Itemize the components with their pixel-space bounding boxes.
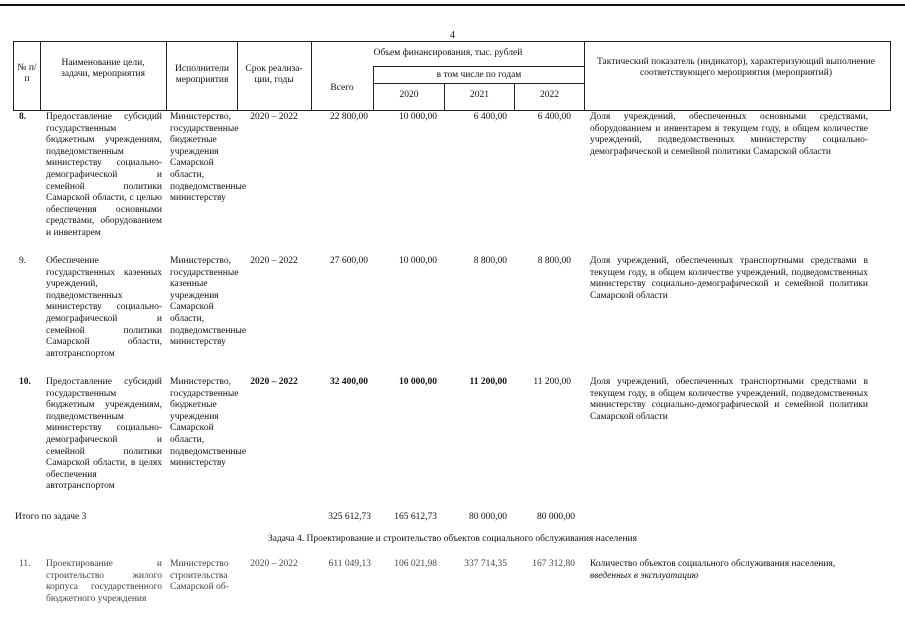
header-executors: Исполнители мероприятия xyxy=(175,64,229,85)
row-2021: 6 400,00 xyxy=(473,112,507,122)
page-number: 4 xyxy=(450,30,455,41)
row-2020: 10 000,00 xyxy=(399,377,437,387)
header-top-border xyxy=(13,41,891,42)
header-funding: Объем финансирования, тыс. рублей xyxy=(373,48,523,58)
row-name: Предоставление субсидий государственным бюджетным учреждениям, подведомственным министерству социально-демографической и семейной политики Самарской области, в целях обеспечения автотранспортом xyxy=(46,377,162,492)
row-total: 22 800,00 xyxy=(330,112,368,122)
header-by-years: в том числе по годам xyxy=(436,70,522,80)
row-2020: 10 000,00 xyxy=(399,256,437,266)
row-2020: 10 000,00 xyxy=(399,112,437,122)
subtotal-2021: 80 000,00 xyxy=(469,512,507,522)
header-year-2022: 2022 xyxy=(540,90,559,100)
row-2022: 11 200,00 xyxy=(533,377,571,387)
row-total: 32 400,00 xyxy=(330,377,368,387)
header-years-divider xyxy=(373,83,584,84)
row-number: 10. xyxy=(19,377,31,387)
col-border xyxy=(890,41,891,111)
col-border xyxy=(237,41,238,111)
row-executor: Министерство, государственные бюджетные учреждения Самарской области, подведомственные министерству xyxy=(170,377,247,469)
row-period: 2020 – 2022 xyxy=(250,256,298,266)
row-period: 2020 – 2022 xyxy=(250,377,298,387)
row-period: 2020 – 2022 xyxy=(250,112,298,122)
header-year-2020: 2020 xyxy=(399,90,419,100)
row-number: 8. xyxy=(19,112,27,122)
row-executor: Министерство, государственные бюджетные учреждения Самарской области, подведомственные министерству xyxy=(170,112,247,204)
row-name: Проектирование и строительство жилого корпуса государственного бюджетного учреждения xyxy=(46,559,162,604)
row-2022: 8 800,00 xyxy=(537,256,571,266)
header-period: Срок реализа-ции, годы xyxy=(245,64,303,85)
row-number: 11. xyxy=(19,559,31,569)
row-indicator xyxy=(590,559,880,582)
row-indicator: Доля учреждений, обеспеченных основными средствами, оборудованием и инвентарем в текущем году, в общем количестве учреждений, подведомственных министерству социально-демографической и семейной политики Самарской области xyxy=(590,112,868,157)
header-indicator: Тактический показатель (индикатор), характеризующий выполнение соответствующего мероприятия (мероприятий) xyxy=(596,57,876,78)
task-heading: Задача 4. Проектирование и строительство объектов социального обслуживания населения xyxy=(267,534,638,544)
row-indicator: Доля учреждений, обеспеченных транспортными средствами в текущем году, в общем количестве учреждений, подведомственных министерству социально-демографической и семейной политики Самарской области xyxy=(590,377,868,422)
row-total: 27 600,00 xyxy=(330,256,368,266)
subtotal-total: 325 612,73 xyxy=(328,512,371,522)
header-total: Всего xyxy=(330,83,354,93)
col-border xyxy=(311,41,312,111)
header-goal: Наименование цели, задачи, мероприятия xyxy=(61,58,145,79)
row-2021: 11 200,00 xyxy=(469,377,507,387)
row-indicator: Доля учреждений, обеспеченных транспортными средствами в текущем году, в общем количестве учреждений, подведомственных министерству социально-демографической и семейной политики Самарской области xyxy=(590,256,868,301)
row-name: Обеспечение государственных казенных учреждений, подведомственных министерству социально-демографической и семейной политики Самарской области, автотранспортом xyxy=(46,256,162,359)
subtotal-2022: 80 000,00 xyxy=(537,512,575,522)
row-2020: 106 021,98 xyxy=(394,559,437,569)
col-border xyxy=(373,66,374,111)
row-2022: 6 400,00 xyxy=(537,112,571,122)
subtotal-2020: 165 612,73 xyxy=(394,512,437,522)
col-border xyxy=(13,41,14,111)
header-bottom-border xyxy=(13,110,891,111)
header-funding-divider xyxy=(373,66,584,67)
subtotal-label: Итого по задаче 3 xyxy=(15,512,87,522)
col-border xyxy=(166,41,167,111)
header-num: № п/п xyxy=(17,63,37,84)
col-border xyxy=(40,41,41,111)
row-indicator-text-italic: введенных в эксплуатацию xyxy=(590,570,699,581)
top-rule xyxy=(0,4,905,6)
row-total: 611 049,13 xyxy=(328,559,371,569)
row-executor: Министерство строительства Самарской об- xyxy=(170,559,229,593)
col-border xyxy=(584,41,585,111)
row-indicator-text: Количество объектов социального обслуживания населения, xyxy=(590,559,836,569)
row-name: Предоставление субсидий государственным бюджетным учреждениям, подведомственным министерству социально-демографической и семейной политики Самарской области, с целью обеспечения основными средствами, оборудованием и инвентарем xyxy=(46,112,162,238)
row-period: 2020 – 2022 xyxy=(250,559,298,569)
row-2022: 167 312,80 xyxy=(532,559,575,569)
row-2021: 337 714,35 xyxy=(464,559,507,569)
row-2021: 8 800,00 xyxy=(473,256,507,266)
header-year-2021: 2021 xyxy=(470,90,489,100)
row-executor: Министерство, государственные казенные учреждения Самарской области, подведомственные министерству xyxy=(170,256,247,348)
row-number: 9. xyxy=(19,256,27,266)
